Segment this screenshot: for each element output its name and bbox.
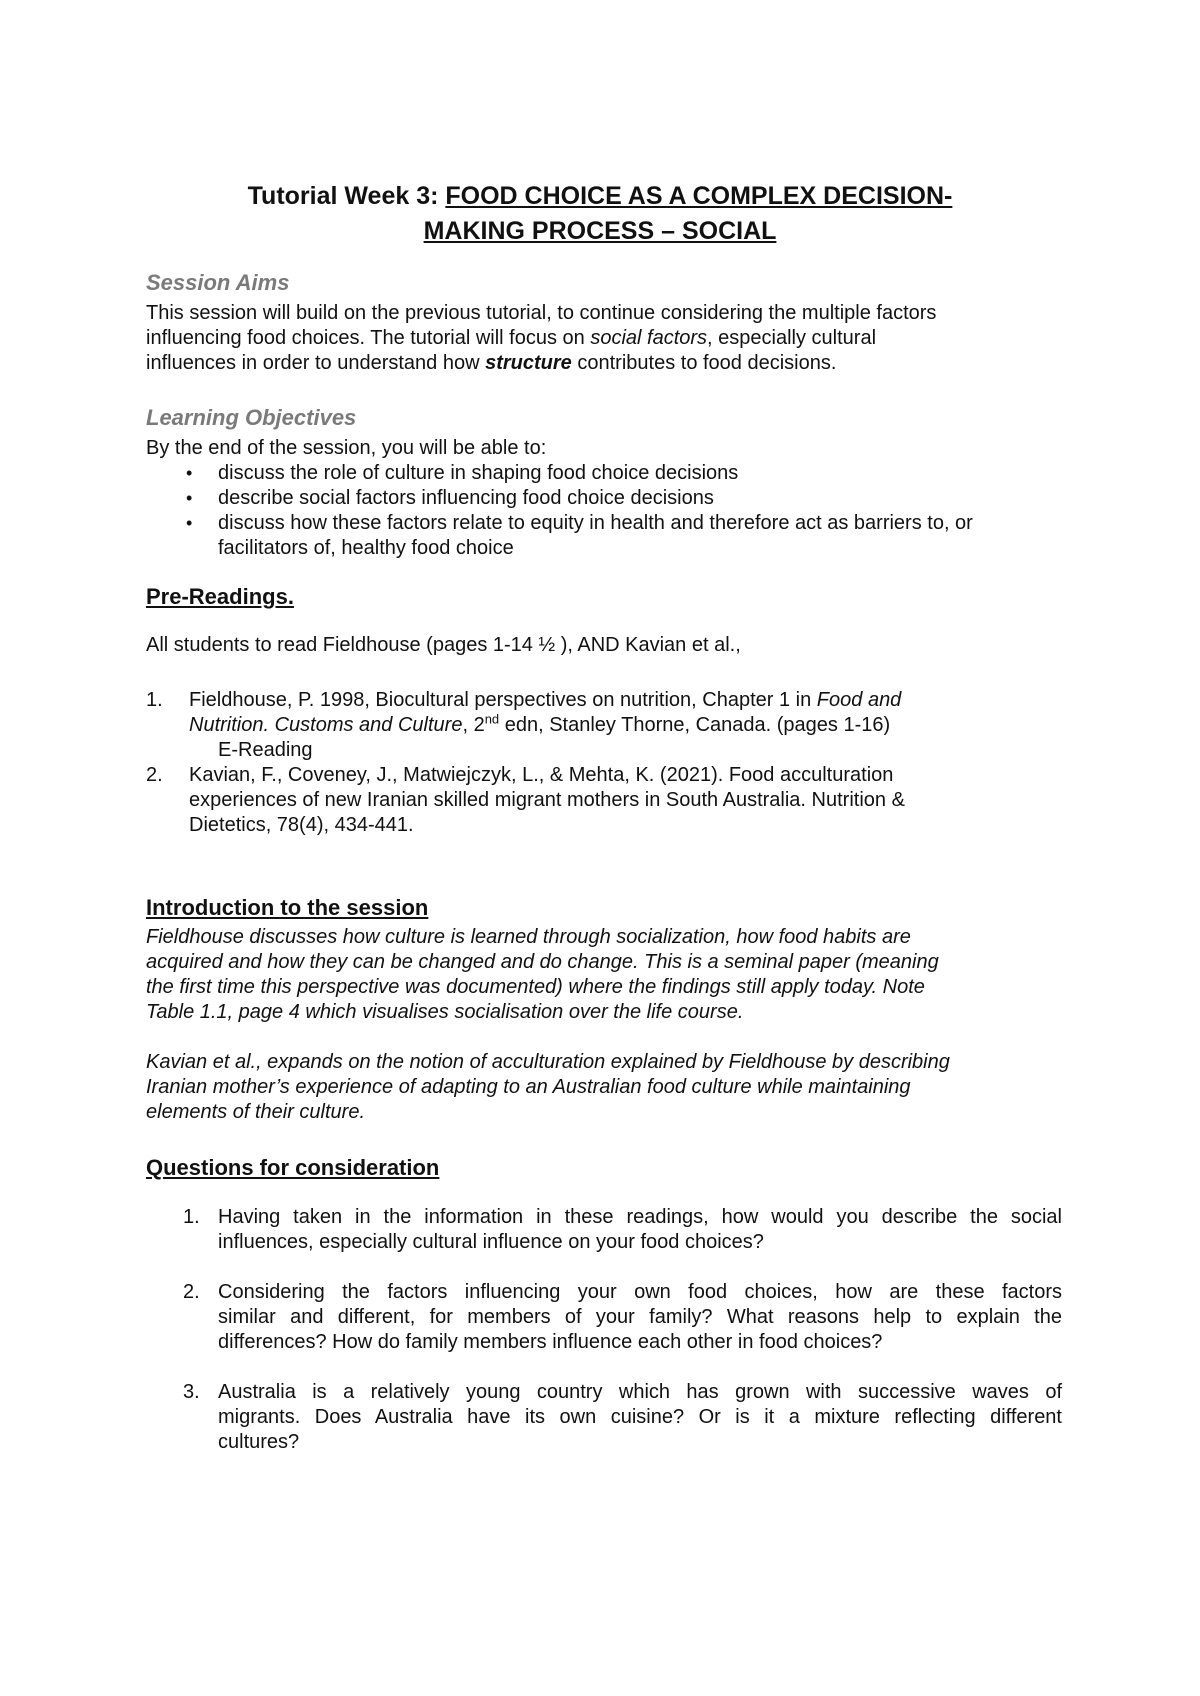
- edition-superscript: nd: [484, 711, 500, 727]
- introduction-p2-line-3: elements of their culture.: [146, 1101, 365, 1123]
- objective-item-1: discuss the role of culture in shaping food choice decisions: [218, 462, 739, 484]
- title-prefix: Tutorial Week 3:: [247, 182, 446, 210]
- introduction-p1-line-4: Table 1.1, page 4 which visualises socialisation over the life course.: [146, 1001, 744, 1023]
- question-1-line-2: influences, especially cultural influence on your food choices?: [218, 1231, 764, 1253]
- reference-1-edition: , 2: [462, 714, 485, 736]
- reference-2-line-3: Dietetics, 78(4), 434-441.: [189, 814, 414, 836]
- question-3-line-1: Australia is a relatively young country which has grown with successive waves of: [218, 1381, 1062, 1403]
- title-topic-part-1: FOOD CHOICE AS A COMPLEX DECISION-: [445, 182, 953, 210]
- bullet-icon: •: [186, 513, 193, 533]
- objective-item-3-continued: facilitators of, healthy food choice: [218, 537, 514, 559]
- document-title-line-2: [0, 215, 1200, 248]
- objective-item-2: describe social factors influencing food choice decisions: [218, 487, 714, 509]
- session-aims-text-3c: contributes to food decisions.: [571, 352, 837, 374]
- question-number-2: 2.: [183, 1281, 200, 1303]
- question-number-1: 1.: [183, 1206, 200, 1228]
- session-aims-text-2a: influencing food choices. The tutorial will focus on: [146, 327, 591, 349]
- structure-emphasis: structure: [485, 352, 572, 374]
- questions-heading: Questions for consideration: [146, 1155, 440, 1180]
- introduction-p1-line-3: the first time this perspective was documented) where the findings still apply today. Note: [146, 976, 925, 998]
- pre-readings-heading: Pre-Readings.: [146, 584, 294, 609]
- reference-1-line-2: [189, 713, 890, 738]
- learning-objectives-heading: Learning Objectives: [146, 405, 357, 430]
- e-reading-link[interactable]: E-Reading: [218, 739, 313, 761]
- introduction-p1-line-2: acquired and how they can be changed and do change. This is a seminal paper (meaning: [146, 951, 939, 973]
- reference-1-text: Fieldhouse, P. 1998, Biocultural perspectives on nutrition, Chapter 1 in: [189, 689, 817, 711]
- session-aims-text-2c: , especially cultural: [707, 327, 877, 349]
- session-aims-text-3a: influences in order to understand how: [146, 352, 486, 374]
- document-title-line-1: [0, 180, 1200, 213]
- reference-number-1: 1.: [146, 689, 163, 711]
- reference-2-line-2: experiences of new Iranian skilled migrant mothers in South Australia. Nutrition &: [189, 789, 905, 811]
- session-aims-heading: Session Aims: [146, 270, 290, 295]
- question-3-line-3: cultures?: [218, 1431, 300, 1453]
- reference-1-book-title: Food and: [816, 689, 902, 711]
- session-aims-text-1: This session will build on the previous tutorial, to continue considering the multiple factors: [146, 302, 937, 324]
- introduction-p2-line-2: Iranian mother’s experience of adapting to an Australian food culture while maintaining: [146, 1076, 911, 1098]
- learning-objectives-intro: By the end of the session, you will be able to:: [146, 437, 547, 459]
- reference-2-line-1: Kavian, F., Coveney, J., Matwiejczyk, L., & Mehta, K. (2021). Food acculturation: [189, 764, 894, 786]
- question-2-line-3: differences? How do family members influence each other in food choices?: [218, 1331, 883, 1353]
- question-2-line-2: similar and different, for members of your family? What reasons help to explain the: [218, 1306, 1062, 1328]
- title-topic-part-2: MAKING PROCESS – SOCIAL: [423, 217, 777, 245]
- pre-readings-intro: All students to read Fieldhouse (pages 1-14 ½ ), AND Kavian et al.,: [146, 634, 741, 656]
- session-aims-text-2: [146, 326, 876, 351]
- reference-1-publisher: edn, Stanley Thorne, Canada. (pages 1-16): [499, 714, 891, 736]
- question-3-line-2: migrants. Does Australia have its own cuisine? Or is it a mixture reflecting different: [218, 1406, 1062, 1428]
- bullet-icon: •: [186, 463, 193, 483]
- objective-item-3: discuss how these factors relate to equity in health and therefore act as barriers to, or: [218, 512, 973, 534]
- social-factors-emphasis: social factors: [590, 327, 708, 349]
- question-2-line-1: Considering the factors influencing your own food choices, how are these factors: [218, 1281, 1062, 1303]
- introduction-p1-line-1: Fieldhouse discusses how culture is learned through socialization, how food habits are: [146, 926, 911, 948]
- bullet-icon: •: [186, 488, 193, 508]
- question-1-line-1: Having taken in the information in these readings, how would you describe the social: [218, 1206, 1062, 1228]
- reference-number-2: 2.: [146, 764, 163, 786]
- reference-1-line-1: [189, 688, 901, 713]
- introduction-p2-line-1: Kavian et al., expands on the notion of acculturation explained by Fieldhouse by describing: [146, 1051, 950, 1073]
- question-number-3: 3.: [183, 1381, 200, 1403]
- reference-1-book-title-cont: Nutrition. Customs and Culture: [189, 714, 463, 736]
- session-aims-text-3: [146, 351, 836, 376]
- introduction-heading: Introduction to the session: [146, 895, 429, 920]
